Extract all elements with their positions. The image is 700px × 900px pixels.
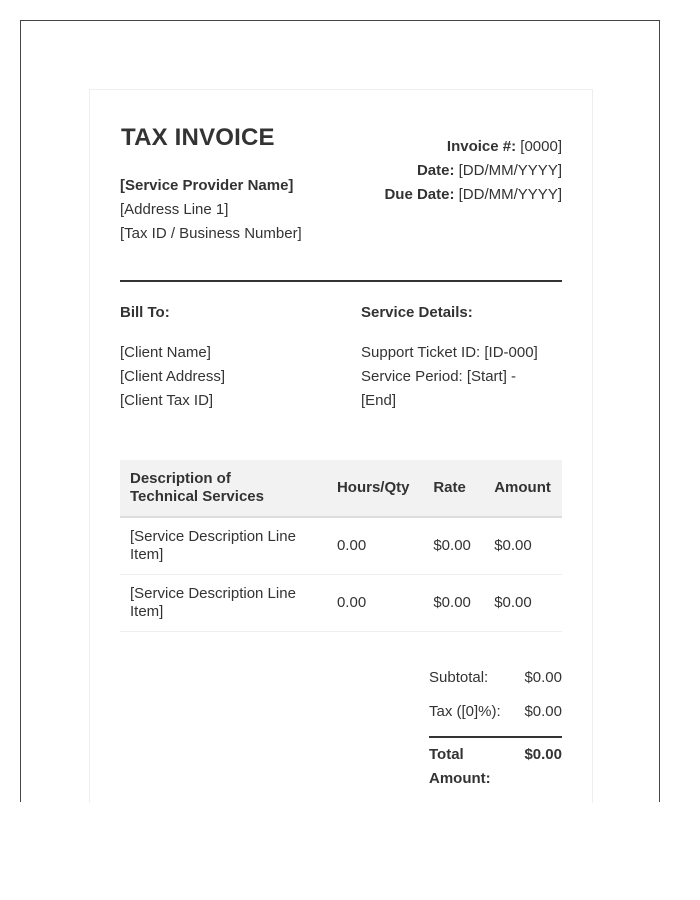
row-rate: $0.00	[423, 517, 484, 575]
invoice-meta	[384, 135, 562, 207]
row-amount: $0.00	[484, 517, 562, 575]
invoice-due-label: Due Date:	[384, 186, 455, 203]
service-period-line2: [End]	[361, 392, 397, 409]
table-header-row	[120, 460, 562, 517]
client-tax-id: [Client Tax ID]	[120, 392, 214, 409]
header-amount: Amount	[484, 460, 562, 517]
header-divider	[120, 280, 562, 282]
row-amount: $0.00	[484, 575, 562, 632]
invoice-date-label: Date:	[416, 162, 455, 179]
row-description-line1: [Service Description Line	[130, 585, 296, 602]
row-description-line1: [Service Description Line	[130, 528, 296, 545]
client-address: [Client Address]	[120, 368, 226, 385]
provider-block	[120, 174, 302, 246]
header-description-line2: Technical Services	[130, 488, 264, 505]
row-hours: 0.00	[327, 575, 423, 632]
invoice-content	[120, 120, 562, 787]
invoice-header	[120, 120, 562, 281]
invoice-number-row	[384, 135, 562, 159]
table-row	[120, 575, 562, 632]
provider-tax-id: [Tax ID / Business Number]	[120, 225, 302, 242]
total-label	[429, 743, 509, 791]
tax-row	[429, 699, 562, 733]
table-header	[120, 460, 562, 517]
support-ticket-id: Support Ticket ID: [ID-000]	[361, 344, 538, 361]
row-description	[120, 575, 327, 632]
subtotal-label: Subtotal:	[429, 669, 489, 686]
row-description	[120, 517, 327, 575]
invoice-date-row	[384, 159, 562, 183]
totals-block	[429, 665, 562, 791]
invoice-due-value: [DD/MM/YYYY]	[458, 186, 562, 203]
line-items-table	[120, 460, 562, 632]
total-label-line2: Amount:	[429, 770, 491, 787]
provider-name: [Service Provider Name]	[120, 177, 294, 194]
table-body	[120, 517, 562, 632]
client-name: [Client Name]	[120, 344, 211, 361]
header-description	[120, 460, 327, 517]
row-description-line2: Item]	[130, 546, 164, 563]
subtotal-value: $0.00	[524, 669, 562, 686]
header-hours: Hours/Qty	[327, 460, 423, 517]
total-value: $0.00	[524, 746, 562, 763]
header-description-line1: Description of	[130, 470, 231, 487]
invoice-title: TAX INVOICE	[121, 124, 275, 151]
bill-to-heading: Bill To:	[120, 304, 170, 321]
invoice-number-label: Invoice #:	[446, 138, 517, 155]
row-description-line2: Item]	[130, 603, 164, 620]
service-details-block	[361, 301, 562, 413]
subtotal-row	[429, 665, 562, 699]
tax-label: Tax ([0]%):	[429, 703, 501, 720]
parties-section	[120, 301, 562, 421]
invoice-number-value: [0000]	[520, 138, 562, 155]
tax-value: $0.00	[524, 703, 562, 720]
total-label-line1: Total	[429, 746, 464, 763]
provider-address: [Address Line 1]	[120, 201, 229, 218]
row-hours: 0.00	[327, 517, 423, 575]
header-rate: Rate	[423, 460, 484, 517]
row-rate: $0.00	[423, 575, 484, 632]
service-period-line1: Service Period: [Start] -	[361, 368, 517, 385]
total-row	[429, 736, 562, 791]
invoice-date-value: [DD/MM/YYYY]	[458, 162, 562, 179]
service-details-heading: Service Details:	[361, 304, 473, 321]
invoice-due-row	[384, 183, 562, 207]
table-row	[120, 517, 562, 575]
bill-to-block	[120, 301, 340, 413]
